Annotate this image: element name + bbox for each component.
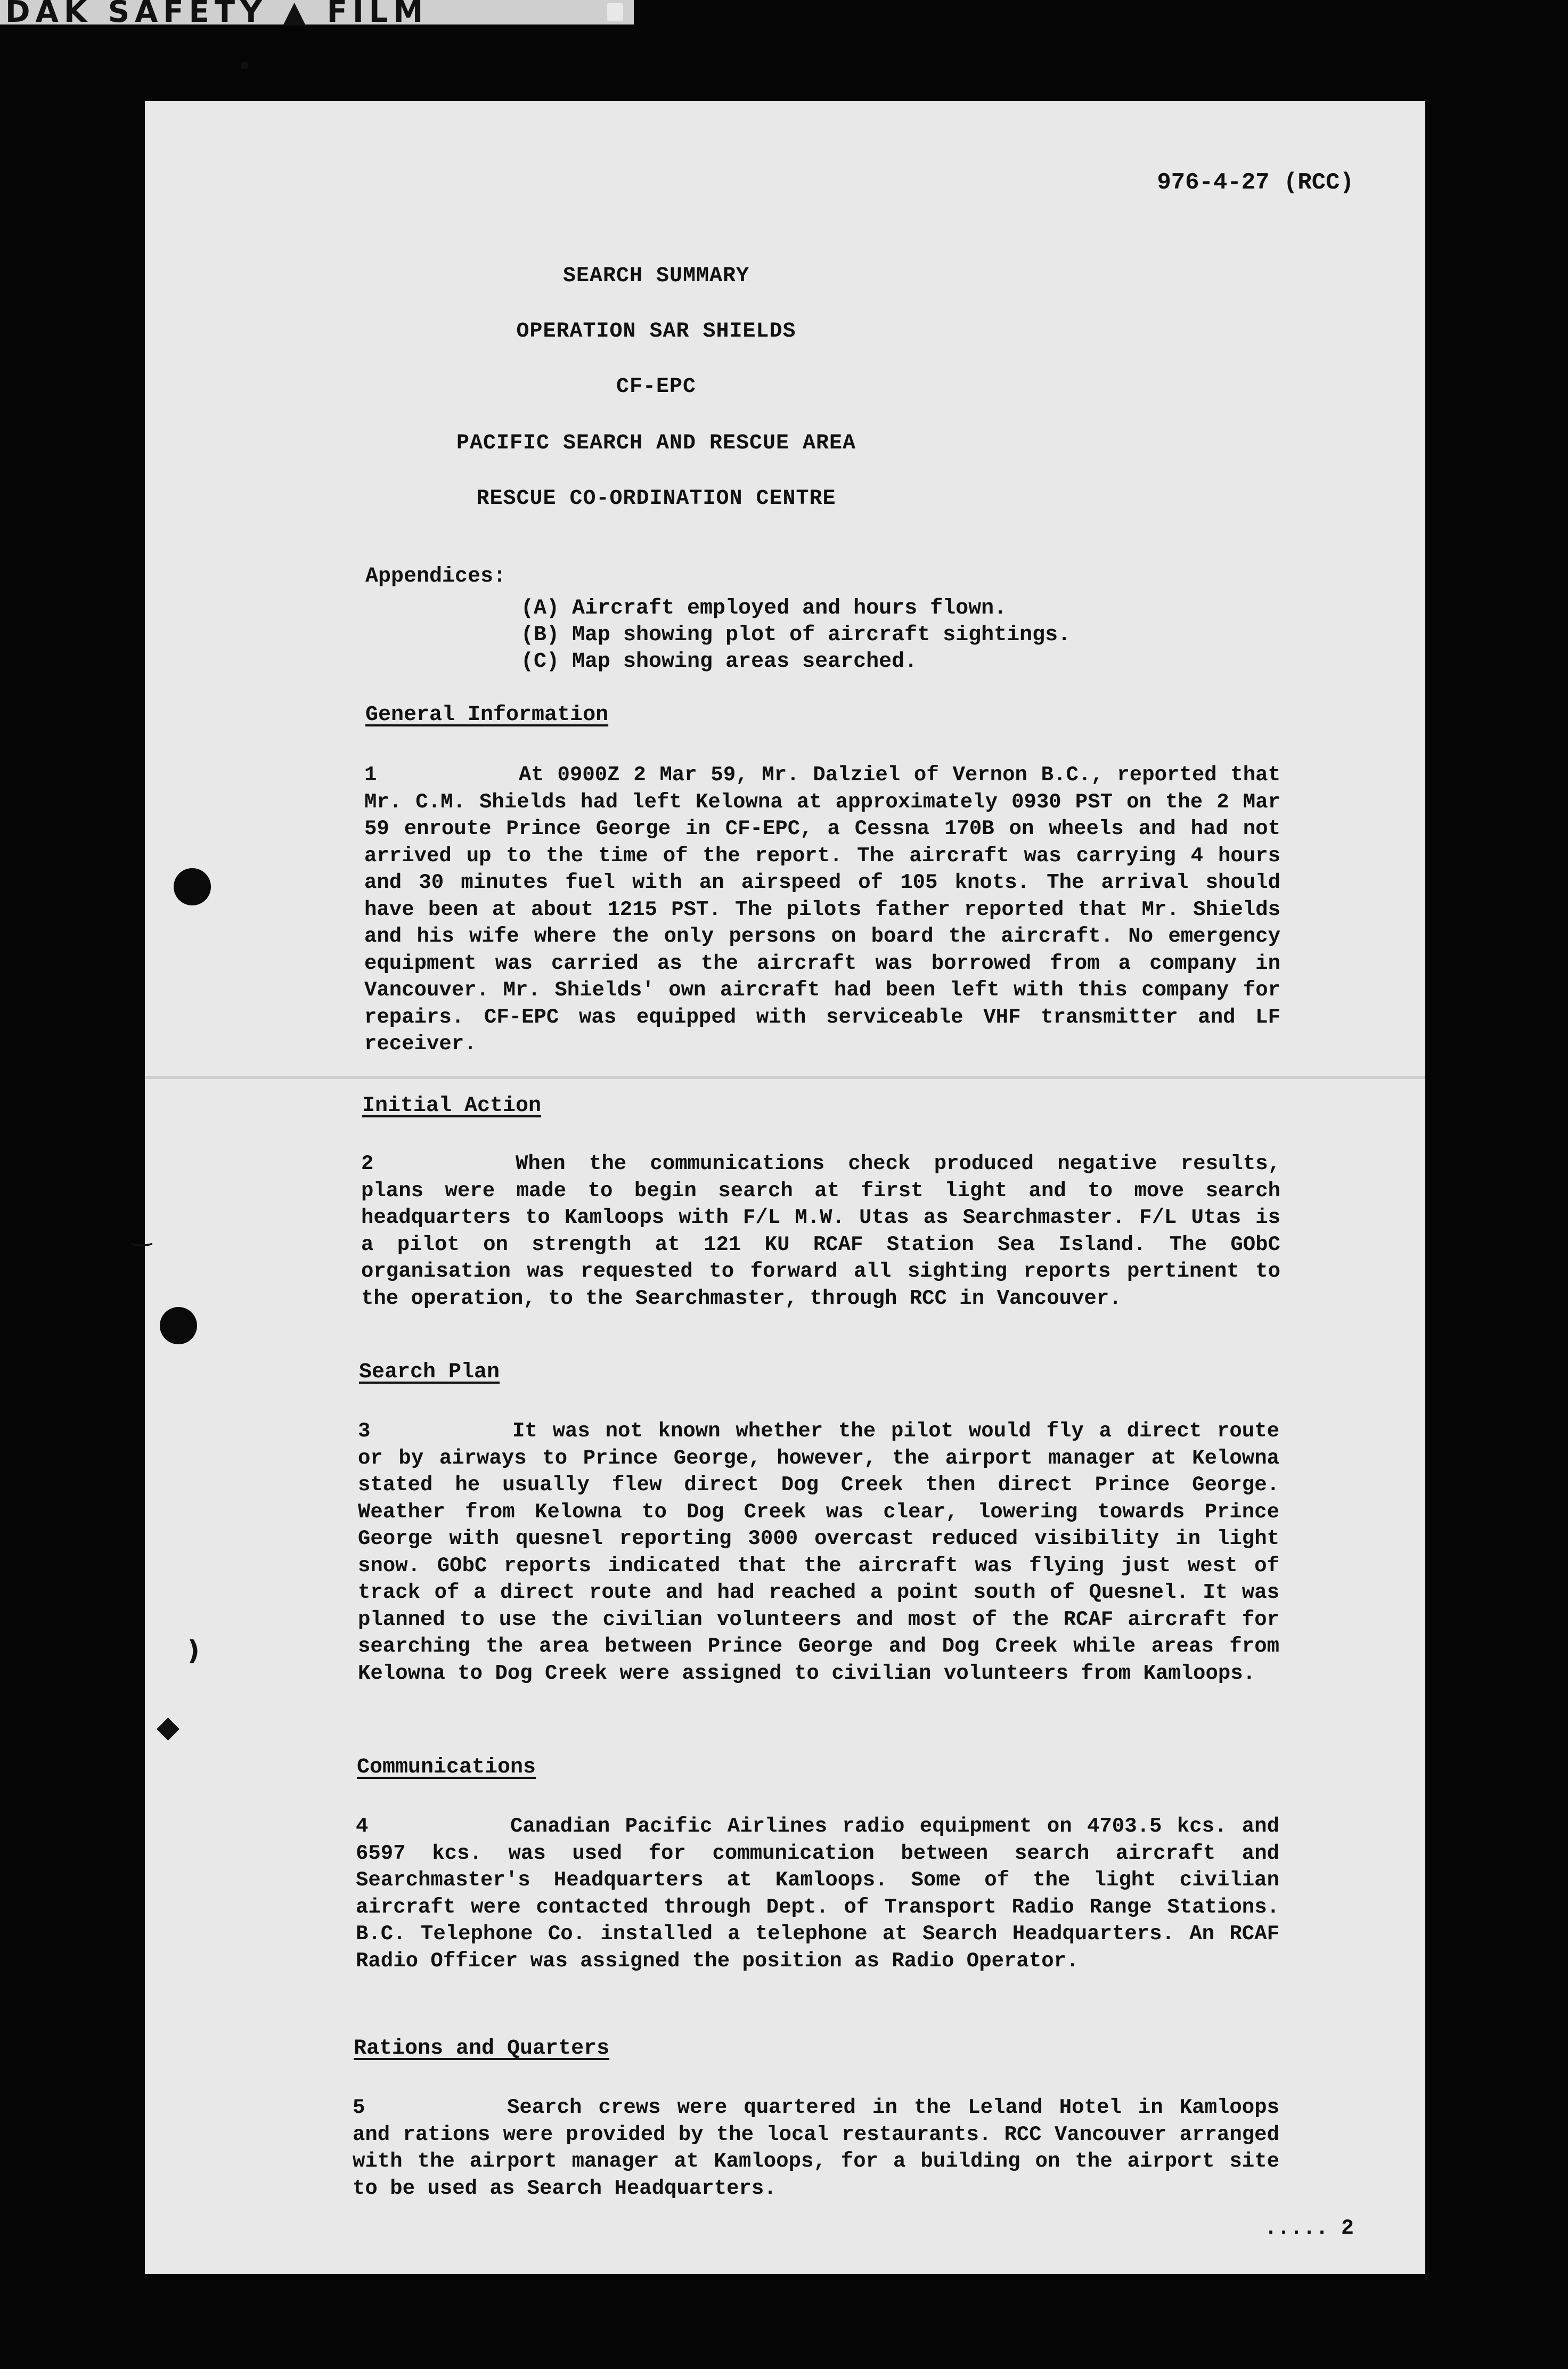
- paragraph-number: 5: [353, 2096, 365, 2119]
- film-edge-banner: DAK SAFETY ▲ FILM: [0, 0, 634, 24]
- margin-mark: ): [187, 1635, 200, 1666]
- title-line-4: PACIFIC SEARCH AND RESCUE AREA: [456, 431, 856, 455]
- heading-search-plan: Search Plan: [359, 1360, 500, 1384]
- paragraph-text: It was not known whether the pilot would fly a direct route or by airways to Prince George, however, the airport manager at Kelowna stated he usually flew direct Dog Creek then direct Prince George. Weather from Kelowna to Dog Creek was clear, lowering towards Prince George with quesnel reporting 3000 overcast reduced visibility in light snow. GObC reports indicated that the aircraft was flying just west of track of a direct route and had reached a point south of Quesnel. It was planned to use the civilian volunteers and most of the RCAF aircraft for searching the area between Prince George and Dog Creek while areas from Kelowna to Dog Creek were assigned to civilian volunteers from Kamloops.: [358, 1419, 1279, 1685]
- paragraph-text: Canadian Pacific Airlines radio equipment on 4703.5 kcs. and 6597 kcs. was used for communication between search aircraft and Searchmaster's Headquarters at Kamloops. Some of the light civilian aircraft were contacted through Dept. of Transport Radio Range Stations. B.C. Telephone Co. installed a telephone at Search Headquarters. An RCAF Radio Officer was assigned the position as Radio Operator.: [356, 1815, 1279, 1973]
- title-line-3: CF-EPC: [616, 375, 697, 399]
- title-line-5: RESCUE CO-ORDINATION CENTRE: [476, 487, 836, 511]
- film-speck: •: [238, 54, 251, 79]
- film-sprocket: [607, 3, 623, 21]
- paragraph-2: [361, 1150, 1280, 1312]
- margin-mark: ‿: [132, 1220, 152, 1247]
- appendix-c: (C) Map showing areas searched.: [521, 650, 918, 674]
- paragraph-text: When the communications check produced negative results, plans were made to begin search at first light and to move search headquarters to Kamloops with F/L M.W. Utas as Searchmaster. F/L Utas is a pilot on strength at 121 KU RCAF Station Sea Island. The GObC organisation was requested to forward all sighting reports pertinent to the operation, to the Searchmaster, through RCC in Vancouver.: [361, 1152, 1280, 1310]
- appendices-label: Appendices:: [365, 565, 507, 589]
- punch-hole: [174, 868, 211, 905]
- paragraph-number: 4: [356, 1815, 369, 1838]
- title-line-1: SEARCH SUMMARY: [562, 264, 750, 288]
- document-page: [132, 101, 1425, 2274]
- heading-communications: Communications: [357, 1755, 536, 1779]
- appendix-a: (A) Aircraft employed and hours flown.: [521, 597, 1007, 620]
- paragraph-number: 3: [358, 1419, 371, 1443]
- heading-rations-and-quarters: Rations and Quarters: [354, 2037, 610, 2061]
- punch-hole: [160, 1307, 197, 1344]
- continuation-page-marker: ..... 2: [1264, 2217, 1354, 2241]
- heading-general-information: General Information: [365, 703, 609, 727]
- heading-initial-action: Initial Action: [362, 1094, 542, 1118]
- file-reference: 976-4-27 (RCC): [1157, 169, 1354, 196]
- paragraph-text: At 0900Z 2 Mar 59, Mr. Dalziel of Vernon B.C., reported that Mr. C.M. Shields had left Kelowna at approximately 0930 PST on the 2 Mar 59 enroute Prince George in CF-EPC, a Cessna 170B on wheels and had not arrived up to the time of the report. The aircraft was carrying 4 hours and 30 minutes fuel with an airspeed of 105 knots. The arrival should have been at about 1215 PST. The pilots father reported that Mr. Shields and his wife where the only persons on board the aircraft. No emergency equipment was carried as the aircraft was borrowed from a company in Vancouver. Mr. Shields' own aircraft had been left with this company for repairs. CF-EPC was equipped with serviceable VHF transmitter and LF receiver.: [364, 763, 1280, 1056]
- paragraph-text: Search crews were quartered in the Leland Hotel in Kamloops and rations were provided by the local restaurants. RCC Vancouver arranged with the airport manager at Kamloops, for a building on the airport site to be used as Search Headquarters.: [353, 2096, 1279, 2200]
- paragraph-4: [356, 1813, 1279, 1974]
- page-fold-line: [145, 1076, 1425, 1079]
- title-line-2: OPERATION SAR SHIELDS: [516, 320, 796, 344]
- paragraph-3: [358, 1418, 1279, 1687]
- paragraph-5: [353, 2094, 1279, 2202]
- paragraph-1: [364, 762, 1280, 1058]
- margin-mark: ◆: [157, 1710, 180, 1744]
- paragraph-number: 1: [364, 763, 377, 787]
- paragraph-number: 2: [361, 1152, 374, 1175]
- appendix-b: (B) Map showing plot of aircraft sightings.: [521, 623, 1071, 647]
